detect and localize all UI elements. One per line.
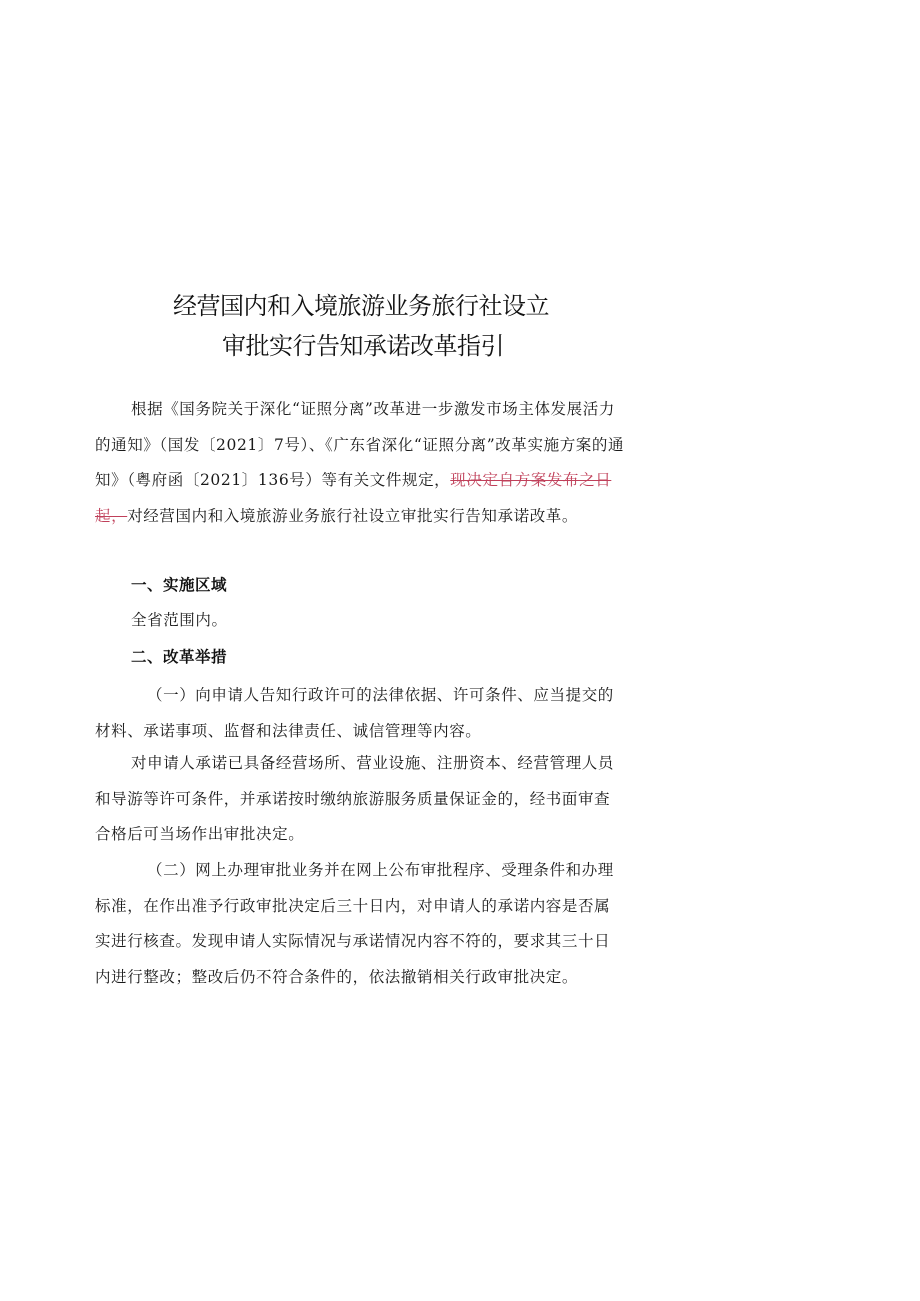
reform-item-1 xyxy=(95,678,625,749)
reform-item-1-followup: 对申请人承诺已具备经营场所、营业设施、注册资本、经营管理人员和导游等许可条件，并承诺按时缴纳旅游服务质量保证金的，经书面审查合格后可当场作出审批决定。 xyxy=(95,754,615,843)
reform-item-1-text: （一）向申请人告知行政许可的法律依据、许可条件、应当提交的材料、承诺事项、监督和法律责任、诚信管理等内容。 xyxy=(95,686,614,740)
section-1-content: 全省范围内。 xyxy=(131,611,228,629)
intro-text: 根据《国务院关于深化“证照分离”改革进一步激发市场主体发展活力的通知》（国发〔2021〕7号）、《广东省深化“证照分离”改革实施方案的通知》（粤府函〔2021〕136号）等有关文件规定， xyxy=(95,400,625,489)
section-1-heading: 一、实施区域 xyxy=(131,576,228,594)
document-title-line-1: 经营国内和入境旅游业务旅行社设立 xyxy=(173,292,549,320)
section-2-heading: 二、改革举措 xyxy=(131,648,228,666)
intro-paragraph xyxy=(95,392,625,534)
document-title-line-2: 审批实行告知承诺改革指引 xyxy=(222,332,504,360)
intro-text-end: 对经营国内和入境旅游业务旅行社设立审批实行告知承诺改革。 xyxy=(127,506,579,525)
reform-item-2-text: （二）网上办理审批业务并在网上公布审批程序、受理条件和办理标准，在作出准予行政审批决定后三十日内，对申请人的承诺内容是否属实进行核查。发现申请人实际情况与承诺情况内容不符的，要求其三十日内进行整改；整改后仍不符合条件的，依法撤销相关行政审批决定。 xyxy=(95,861,614,986)
reform-item-2 xyxy=(95,853,625,995)
struck-text: 现决定自方案发布之日起， xyxy=(95,471,612,525)
